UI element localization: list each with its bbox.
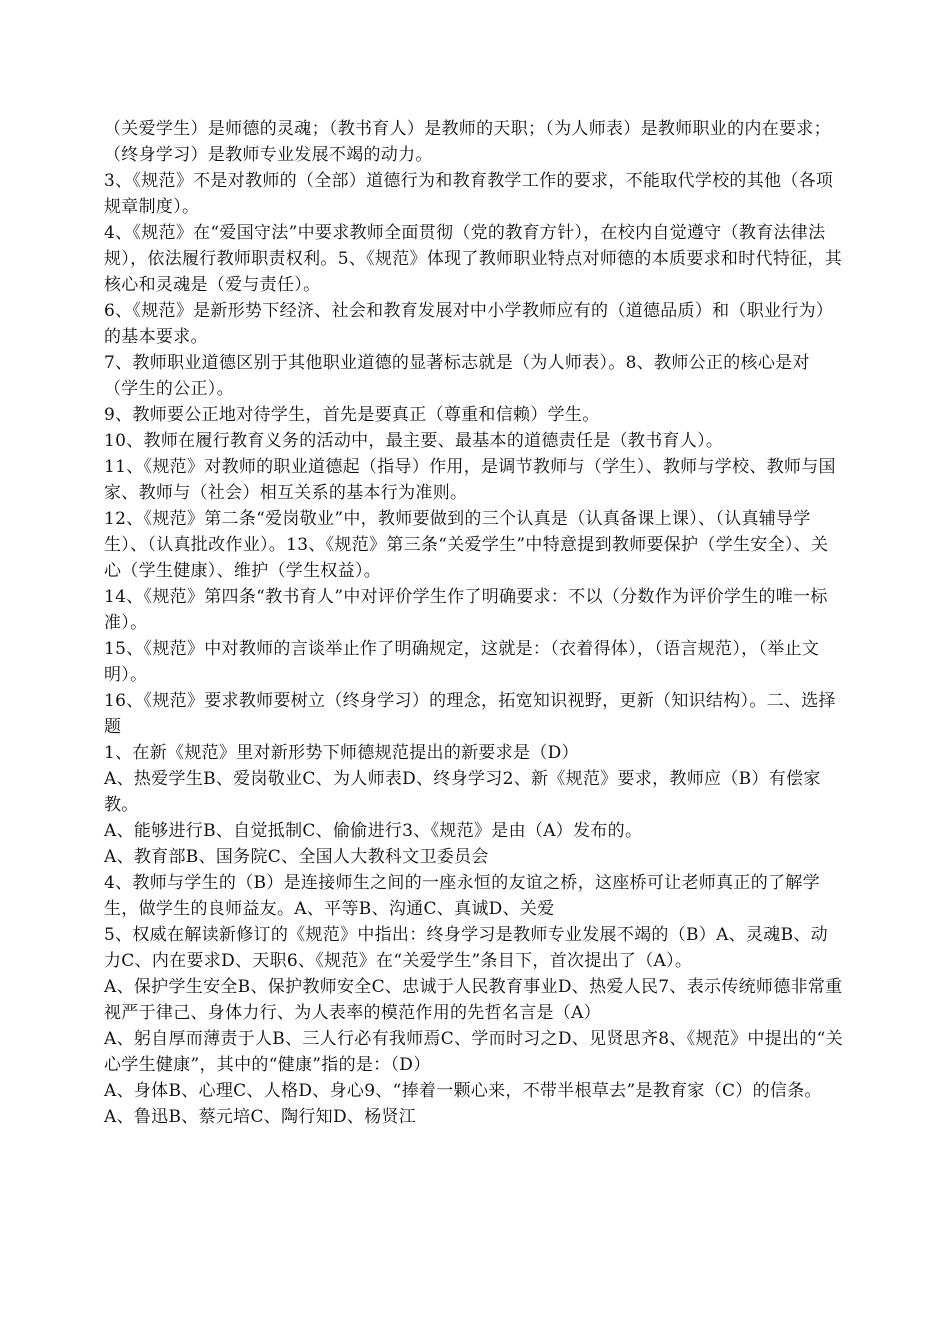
paragraph-choice-options-7: A、躬自厚而薄责于人B、三人行必有我师焉C、学而时习之D、见贤思齐8、《规范》中提出的“关心学生健康”，其中的“健康”指的是：（D） [104, 1029, 843, 1075]
paragraph-item-7-8: 7、教师职业道德区别于其他职业道德的显著标志就是（为人师表）。8、教师公正的核心是对（学生的公正）。 [104, 353, 810, 399]
paragraph-item-16: 16、《规范》要求教师要树立（终身学习）的理念，拓宽知识视野，更新（知识结构）。二、选择题 [104, 691, 836, 737]
paragraph-item-6: 6、《规范》是新形势下经济、社会和教育发展对中小学教师应有的（道德品质）和（职业行为）的基本要求。 [104, 301, 834, 347]
paragraph-item-12-13: 12、《规范》第二条“爱岗敬业”中，教师要做到的三个认真是（认真备课上课）、（认真辅导学生）、（认真批改作业）。13、《规范》第三条“关爱学生”中特意提到教师要保护（学生安全）、关心（学生健康）、维护（学生权益）。 [104, 509, 829, 581]
paragraph-choice-options-2: A、能够进行B、自觉抵制C、偷偷进行3、《规范》是由（A）发布的。 [104, 821, 643, 841]
paragraph-item-15: 15、《规范》中对教师的言谈举止作了明确规定，这就是：（衣着得体），（语言规范），（举止文明）。 [104, 639, 820, 685]
paragraph-choice-options-3: A、教育部B、国务院C、全国人大教科文卫委员会 [104, 847, 489, 867]
paragraph-choice-4: 4、教师与学生的（B）是连接师生之间的一座永恒的友谊之桥，这座桥可让老师真正的了解学生，做学生的良师益友。A、平等B、沟通C、真诚D、关爱 [104, 873, 820, 919]
paragraph-choice-options-9: A、鲁迅B、蔡元培C、陶行知D、杨贤江 [104, 1107, 417, 1127]
paragraph-choice-1: 1、在新《规范》里对新形势下师德规范提出的新要求是（D） [104, 743, 579, 763]
paragraph-choice-5-6: 5、权威在解读新修订的《规范》中指出：终身学习是教师专业发展不竭的（B）A、灵魂B、动力C、内在要求D、天职6、《规范》在“关爱学生”条目下，首次提出了（A）。 [104, 925, 828, 971]
paragraph-choice-options-1: A、热爱学生B、爱岗敬业C、为人师表D、终身学习2、新《规范》要求，教师应（B）有偿家教。 [104, 769, 821, 815]
paragraph-item-4-5: 4、《规范》在“爱国守法”中要求教师全面贯彻（党的教育方针），在校内自觉遵守（教育法律法规），依法履行教师职责权利。5、《规范》体现了教师职业特点对师德的本质要求和时代特征，其核心和灵魂是（爱与责任）。 [104, 223, 843, 295]
paragraph-core-values: （关爱学生）是师德的灵魂；（教书育人）是教师的天职；（为人师表）是教师职业的内在要求；（终身学习）是教师专业发展不竭的动力。 [104, 119, 831, 165]
paragraph-item-10: 10、教师在履行教育义务的活动中，最主要、最基本的道德责任是（教书育人）。 [104, 431, 724, 451]
paragraph-choice-options-6: A、保护学生安全B、保护教师安全C、忠诚于人民教育事业D、热爱人民7、表示传统师德非常重视严于律己、身体力行、为人表率的模范作用的先哲名言是（A） [104, 977, 843, 1023]
paragraph-item-9: 9、教师要公正地对待学生，首先是要真正（尊重和信赖）学生。 [104, 405, 600, 425]
paragraph-item-11: 11、《规范》对教师的职业道德起（指导）作用，是调节教师与（学生）、教师与学校、教师与国家、教师与（社会）相互关系的基本行为准则。 [104, 457, 836, 503]
paragraph-item-14: 14、《规范》第四条“教书育人”中对评价学生作了明确要求：不以（分数作为评价学生的唯一标准）。 [104, 587, 828, 633]
document-body [104, 116, 844, 1130]
paragraph-choice-options-8: A、身体B、心理C、人格D、身心9、“捧着一颗心来，不带半根草去”是教育家（C）的信条。 [104, 1081, 822, 1101]
paragraph-item-3: 3、《规范》不是对教师的（全部）道德行为和教育教学工作的要求，不能取代学校的其他（各项规章制度）。 [104, 171, 834, 217]
